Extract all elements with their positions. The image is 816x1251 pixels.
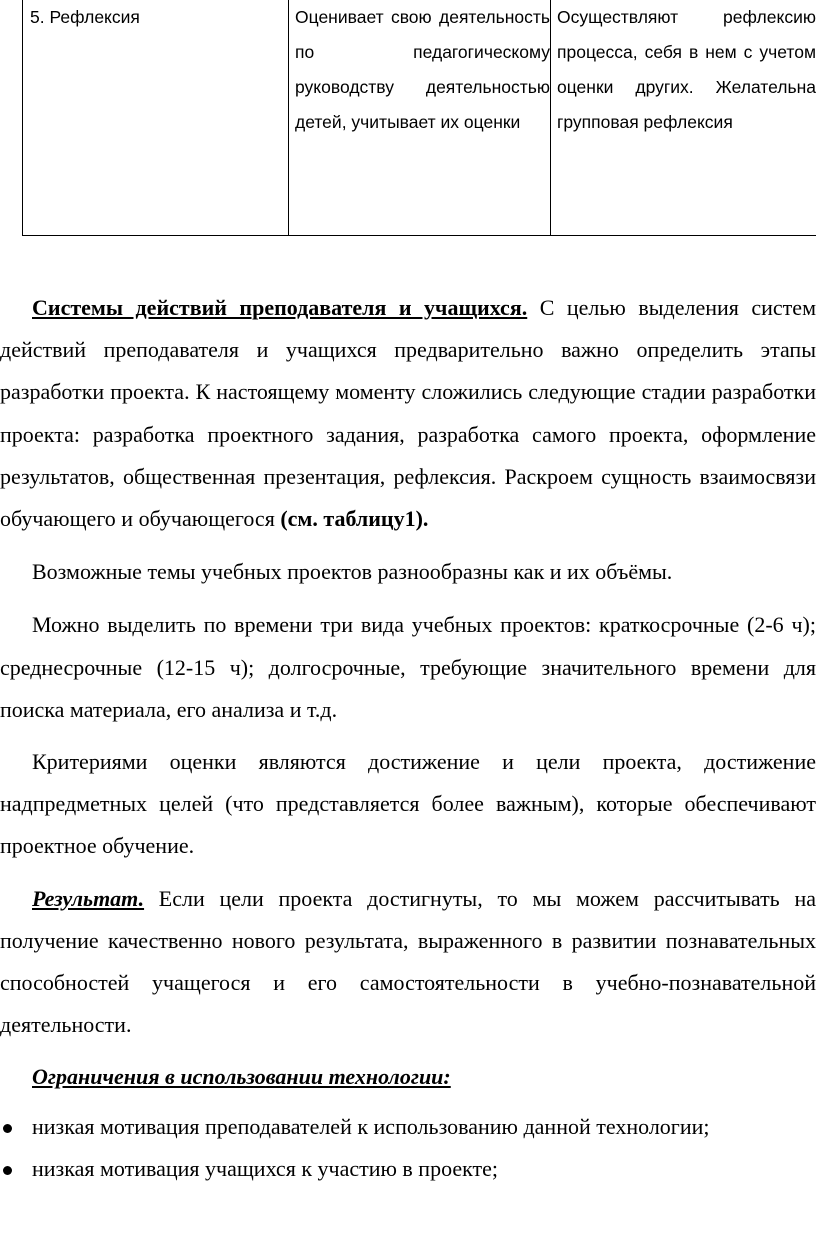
- limits-list: [0, 1106, 816, 1190]
- criteria-paragraph: Критериями оценки являются достижение и цели проекта, достижение надпредметных целей (что представляется более важным), которые обеспечивают проектное обучение.: [0, 749, 816, 859]
- topics-paragraph: Возможные темы учебных проектов разнообразны как и их объёмы.: [32, 559, 673, 585]
- duration-paragraph: Можно выделить по времени три вида учебных проектов: краткосрочные (2-6 ч); среднесрочные (12-15 ч); долгосрочные, требующие значительного времени для поиска материала, его анализа и т.д.: [0, 612, 816, 722]
- result-paragraph: [0, 878, 816, 1047]
- result-heading: Результат.: [32, 885, 145, 911]
- result-text: Если цели проекта достигнуты, то мы можем рассчитывать на получение качественно нового результата, выраженного в развитии познавательных способностей учащегося и его самостоятельности в учебно-познавательной деятельности.: [0, 885, 816, 1038]
- document-body: [0, 287, 816, 1190]
- list-item: [0, 1148, 816, 1190]
- systems-paragraph: [0, 287, 816, 540]
- table-row: [23, 0, 816, 236]
- systems-text: С целью выделения систем действий преподавателя и учащихся предварительно важно определить этапы разработки проекта. К настоящему моменту сложились следующие стадии разработки проекта: разработка проектного задания, разработка самого проекта, оформление результатов, общественная презентация, рефлексия. Раскроем сущность взаимосвязи обучающего и обучающегося: [0, 295, 816, 532]
- limits-heading-paragraph: [0, 1056, 816, 1098]
- stage-cell: 5. Рефлексия: [23, 0, 289, 236]
- stages-table: [22, 0, 816, 236]
- table-reference: (см. таблицу1).: [280, 506, 429, 532]
- student-activity-cell: Осуществляют рефлексию процесса, себя в нем с учетом оценки других. Желательна групповая рефлексия: [551, 0, 816, 236]
- systems-heading: Системы действий преподавателя и учащихся.: [32, 295, 528, 320]
- list-item-text: низкая мотивация преподавателей к использованию данной технологии;: [32, 1113, 710, 1139]
- list-item: [0, 1106, 816, 1148]
- teacher-activity-cell: Оценивает свою деятельность по педагогическому руководству деятельностью детей, учитывает их оценки: [289, 0, 551, 236]
- limits-heading: Ограничения в использовании технологии:: [32, 1064, 451, 1090]
- bullet-icon: [3, 1124, 12, 1133]
- bullet-icon: [3, 1166, 12, 1175]
- list-item-text: низкая мотивация учащихся к участию в проекте;: [32, 1155, 499, 1181]
